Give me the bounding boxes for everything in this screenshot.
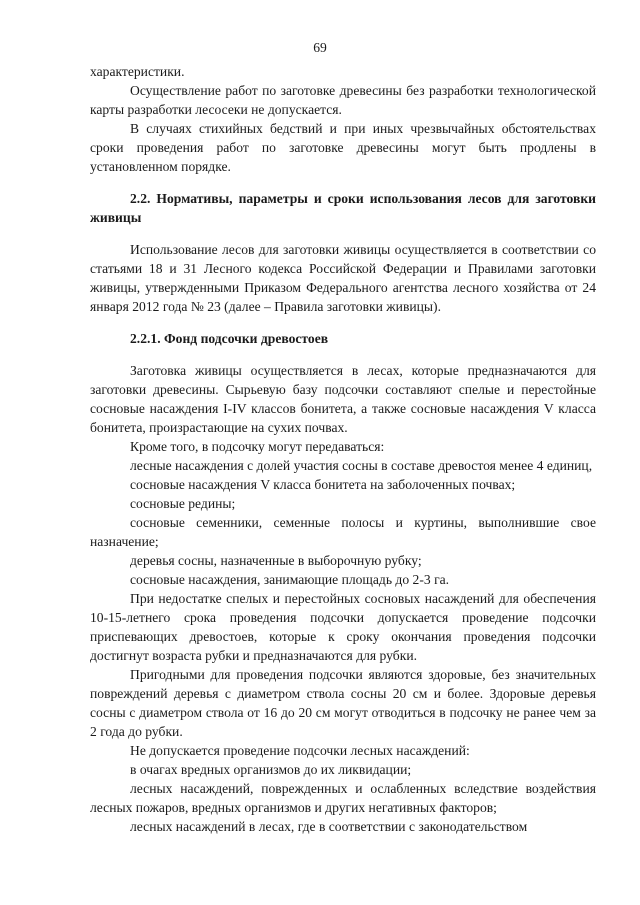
paragraph: Использование лесов для заготовки живицы осуществляется в соответствии со статьями 18 и 31 Лесного кодекса Российской Федерации и Правилами заготовки живицы, утвержденными Приказом Федерального агентства лесного хозяйства от 24 января 2012 года № 23 (далее – Правила заготовки живицы).	[90, 242, 596, 314]
paragraph: При недостатке спелых и перестойных сосновых насаждений для обеспечения 10-15-летнего срока проведения подсочки допускается проведение подсочки приспевающих древостоев, которые к сроку окончания проведения подсочки достигнут возраста рубки и предназначаются для рубки.	[90, 591, 596, 663]
list-item: сосновые насаждения V класса бонитета на заболоченных почвах;	[130, 477, 516, 492]
paragraph: характеристики.	[90, 64, 185, 79]
list-item: лесных насаждений в лесах, где в соответствии с законодательством	[130, 819, 528, 834]
section-heading: 2.2. Нормативы, параметры и сроки использования лесов для заготовки живицы	[90, 191, 596, 225]
list-item: лесных насаждений, поврежденных и ослабленных вследствие воздействия лесных пожаров, вредных организмов и других негативных факторов;	[90, 781, 596, 815]
list-item: сосновые семенники, семенные полосы и куртины, выполнившие свое назначение;	[90, 515, 596, 549]
list-item: деревья сосны, назначенные в выборочную рубку;	[130, 553, 422, 568]
page-body	[90, 62, 596, 836]
paragraph: Заготовка живицы осуществляется в лесах, которые предназначаются для заготовки древесины. Сырьевую базу подсочки составляют спелые и перестойные сосновые насаждения I-IV классов бонитета, а также сосновые насаждения V класса бонитета, произрастающие на сухих почвах.	[90, 363, 596, 435]
paragraph: Не допускается проведение подсочки лесных насаждений:	[130, 743, 470, 758]
paragraph: В случаях стихийных бедствий и при иных чрезвычайных обстоятельствах сроки проведения работ по заготовке древесины могут быть продлены в установленном порядке.	[90, 121, 596, 174]
paragraph: Осуществление работ по заготовке древесины без разработки технологической карты разработки лесосеки не допускается.	[90, 83, 596, 117]
list-item: лесные насаждения с долей участия сосны в составе древостоя менее 4 единиц,	[130, 458, 593, 473]
subsection-heading: 2.2.1. Фонд подсочки древостоев	[130, 331, 329, 346]
list-item: сосновые редины;	[130, 496, 236, 511]
list-item: в очагах вредных организмов до их ликвидации;	[130, 762, 412, 777]
list-item: сосновые насаждения, занимающие площадь до 2-3 га.	[130, 572, 450, 587]
page-number: 69	[313, 40, 327, 55]
paragraph: Кроме того, в подсочку могут передаваться:	[130, 439, 385, 454]
paragraph: Пригодными для проведения подсочки являются здоровые, без значительных повреждений деревья с диаметром ствола сосны 20 см и более. Здоровые деревья сосны с диаметром ствола от 16 до 20 см могут отводиться в подсочку не ранее чем за 2 года до рубки.	[90, 667, 596, 739]
